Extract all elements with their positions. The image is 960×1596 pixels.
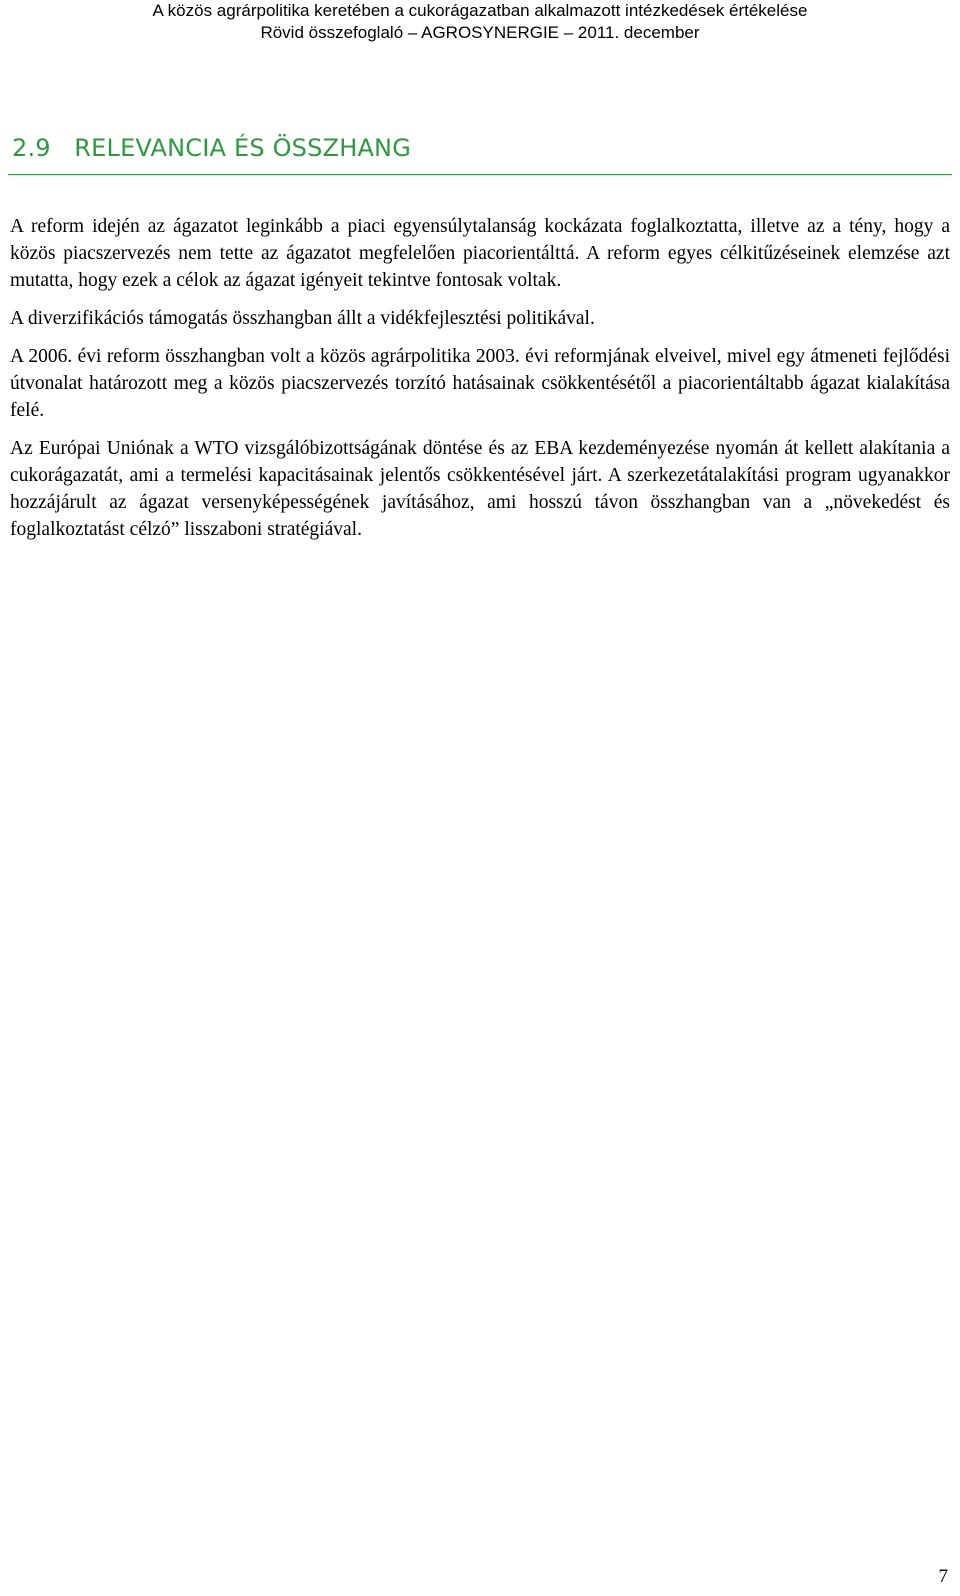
header-title: A közös agrárpolitika keretében a cukorágazatban alkalmazott intézkedések értékelése [152,1,808,20]
section-heading: 2.9 RELEVANCIA ÉS ÖSSZHANG [12,134,412,162]
heading-divider [8,174,952,175]
paragraph: A reform idején az ágazatot leginkább a piaci egyensúlytalanság kockázata foglalkoztatta, illetve az a tény, hogy a közös piacszervezés nem tette az ágazatot megfelelően piacorientálttá. A reform egyes célkitűzéseinek elemzése azt mutatta, hogy ezek a célok az ágazat igényeit tekintve fontosak voltak. [10,216,950,291]
section-body [10,213,950,554]
header-subtitle: Rövid összefoglaló – AGROSYNERGIE – 2011. december [260,23,700,42]
paragraph: A 2006. évi reform összhangban volt a közös agrárpolitika 2003. évi reformjának elveivel, mivel egy átmeneti fejlődési útvonalat határozott meg a közös piacszervezés torzító hatásainak csökkentésétől a piacorientáltabb ágazat kialakítása felé. [10,346,950,421]
page-header [0,0,960,44]
paragraph: Az Európai Uniónak a WTO vizsgálóbizottságának döntése és az EBA kezdeményezése nyomán át kellett alakítania a cukorágazatát, ami a termelési kapacitásainak jelentős csökkentésével járt. A szerkezetátalakítási program ugyanakkor hozzájárult az ágazat versenyképességének javításához, ami hosszú távon összhangban van a „növekedést és foglalkoztatást célzó” lisszaboni stratégiával. [10,438,950,540]
paragraph: A diverzifikációs támogatás összhangban állt a vidékfejlesztési politikával. [10,308,595,329]
page-number: 7 [938,1566,948,1587]
